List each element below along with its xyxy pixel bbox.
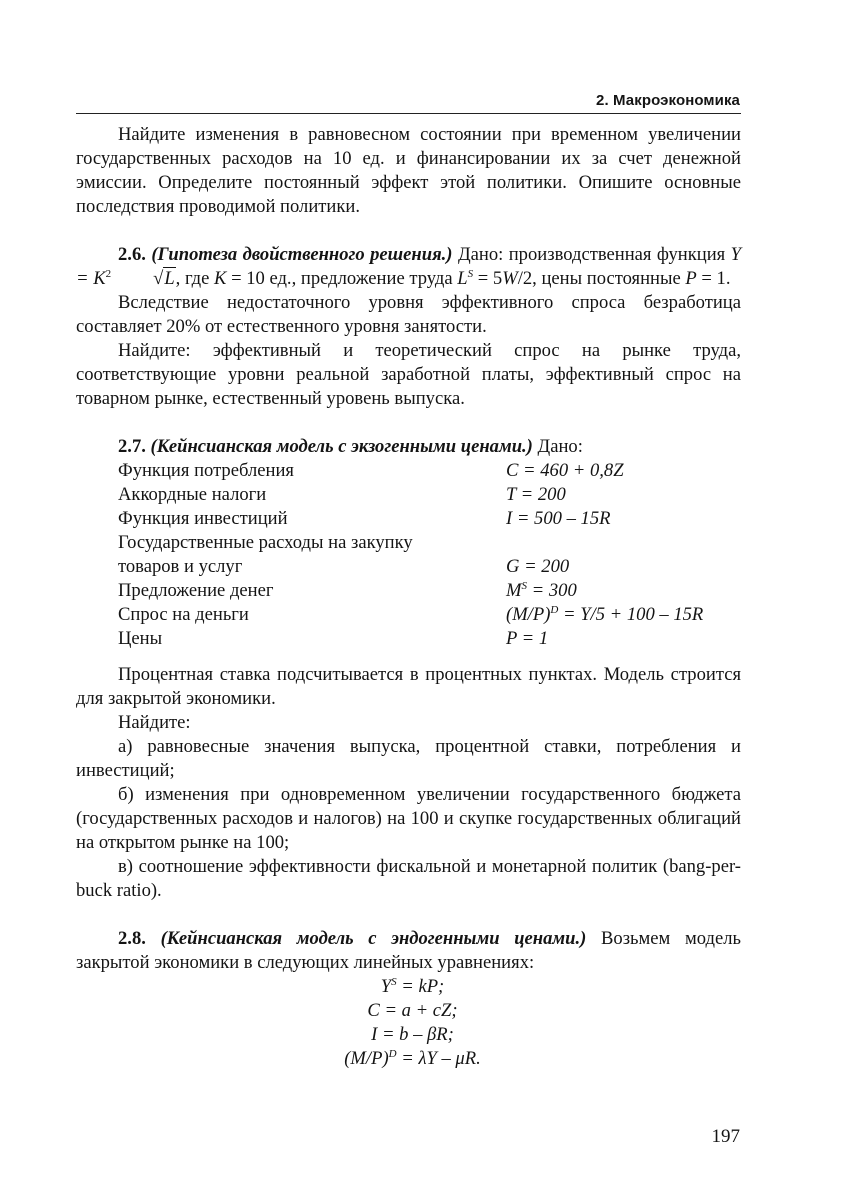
table-row: товаров и услуг G = 200 xyxy=(118,556,570,577)
table-row: Функция потребления C = 460 + 0,8Z xyxy=(118,460,624,481)
problem-2-6-paragraph-2: Вследствие недостаточного уровня эффективного спроса безработица составляет 20% от естественного уровня занятости. xyxy=(76,292,741,337)
page-number: 197 xyxy=(711,1126,740,1147)
table-row: Функция инвестиций I = 500 – 15R xyxy=(118,508,611,529)
page-content xyxy=(76,123,741,1071)
sqrt-symbol: √L xyxy=(153,268,175,289)
problem-2-8: 2.8. (Кейнсианская модель с эндогенными ценами.) Возьмем модель закрытой экономики в следующих линейных уравнениях: xyxy=(76,928,741,973)
problem-title: (Гипотеза двойственного решения.) xyxy=(151,244,453,265)
problem-number: 2.7. xyxy=(118,436,146,457)
header-rule xyxy=(76,113,741,114)
table-row: Аккордные налоги T = 200 xyxy=(118,484,566,505)
equation: $(M/P)^D = \lambda Y - \mu R$. xyxy=(344,1048,481,1069)
running-head: 2. Макроэкономика xyxy=(596,92,740,109)
problem-2-7-item-b: б) изменения при одновременном увеличении государственного бюджета (государственных расходов и налогов) на 100 и скупке государственных облигаций на открытом рынке на 100; xyxy=(76,784,741,853)
problem-2-6-paragraph-3: Найдите: эффективный и теоретический спрос на рынке труда, соответствующие уровни реальной заработной платы, эффективный спрос на товарном рынке, естественный уровень выпуска. xyxy=(76,340,741,409)
equation-system xyxy=(76,975,741,1071)
problem-2-7: 2.7. (Кейнсианская модель с экзогенными ценами.) Дано: xyxy=(118,436,583,457)
table-row: Предложение денег $M^S = 300$ xyxy=(118,580,577,601)
table-row: Цены P = 1 xyxy=(118,628,549,649)
intro-paragraph: Найдите изменения в равновесном состоянии при временном увеличении государственных расходов на 10 ед. и финансировании их за счет денежной эмиссии. Определите постоянный эффект этой политики. Опишите основные последствия проводимой политики. xyxy=(76,124,741,217)
problem-2-6: 2.6. (Гипотеза двойственного решения.) Дано: производственная функция $Y = K^2$ √L, где K = 10 ед., предложение труда $L^S = 5W/2$, цены постоянные P = 1. xyxy=(76,244,741,289)
problem-2-7-item-a: а) равновесные значения выпуска, процентной ставки, потребления и инвестиций; xyxy=(76,736,741,781)
equation: C = a + cZ; xyxy=(367,1000,458,1021)
problem-2-7-item-c: в) соотношение эффективности фискальной и монетарной политик (bang-per-buck ratio). xyxy=(76,856,741,901)
problem-number: 2.8. xyxy=(118,928,146,949)
table-row: Государственные расходы на закупку xyxy=(118,532,413,553)
equation: I = b – βR; xyxy=(371,1024,454,1045)
table-row: Спрос на деньги $(M/P)^D = Y/5 + 100 - 15R$ xyxy=(118,604,704,625)
problem-title: (Кейнсианская модель с экзогенными ценами.) xyxy=(150,436,533,457)
problem-number: 2.6. xyxy=(118,244,146,265)
problem-title: (Кейнсианская модель с эндогенными ценами.) xyxy=(160,928,587,949)
problem-2-7-find: Найдите: xyxy=(118,712,191,733)
equation: $Y^S$ = kP; xyxy=(380,976,445,997)
problem-2-7-text: Процентная ставка подсчитывается в процентных пунктах. Модель строится для закрытой экономики. xyxy=(76,664,741,709)
given-table xyxy=(118,459,741,651)
